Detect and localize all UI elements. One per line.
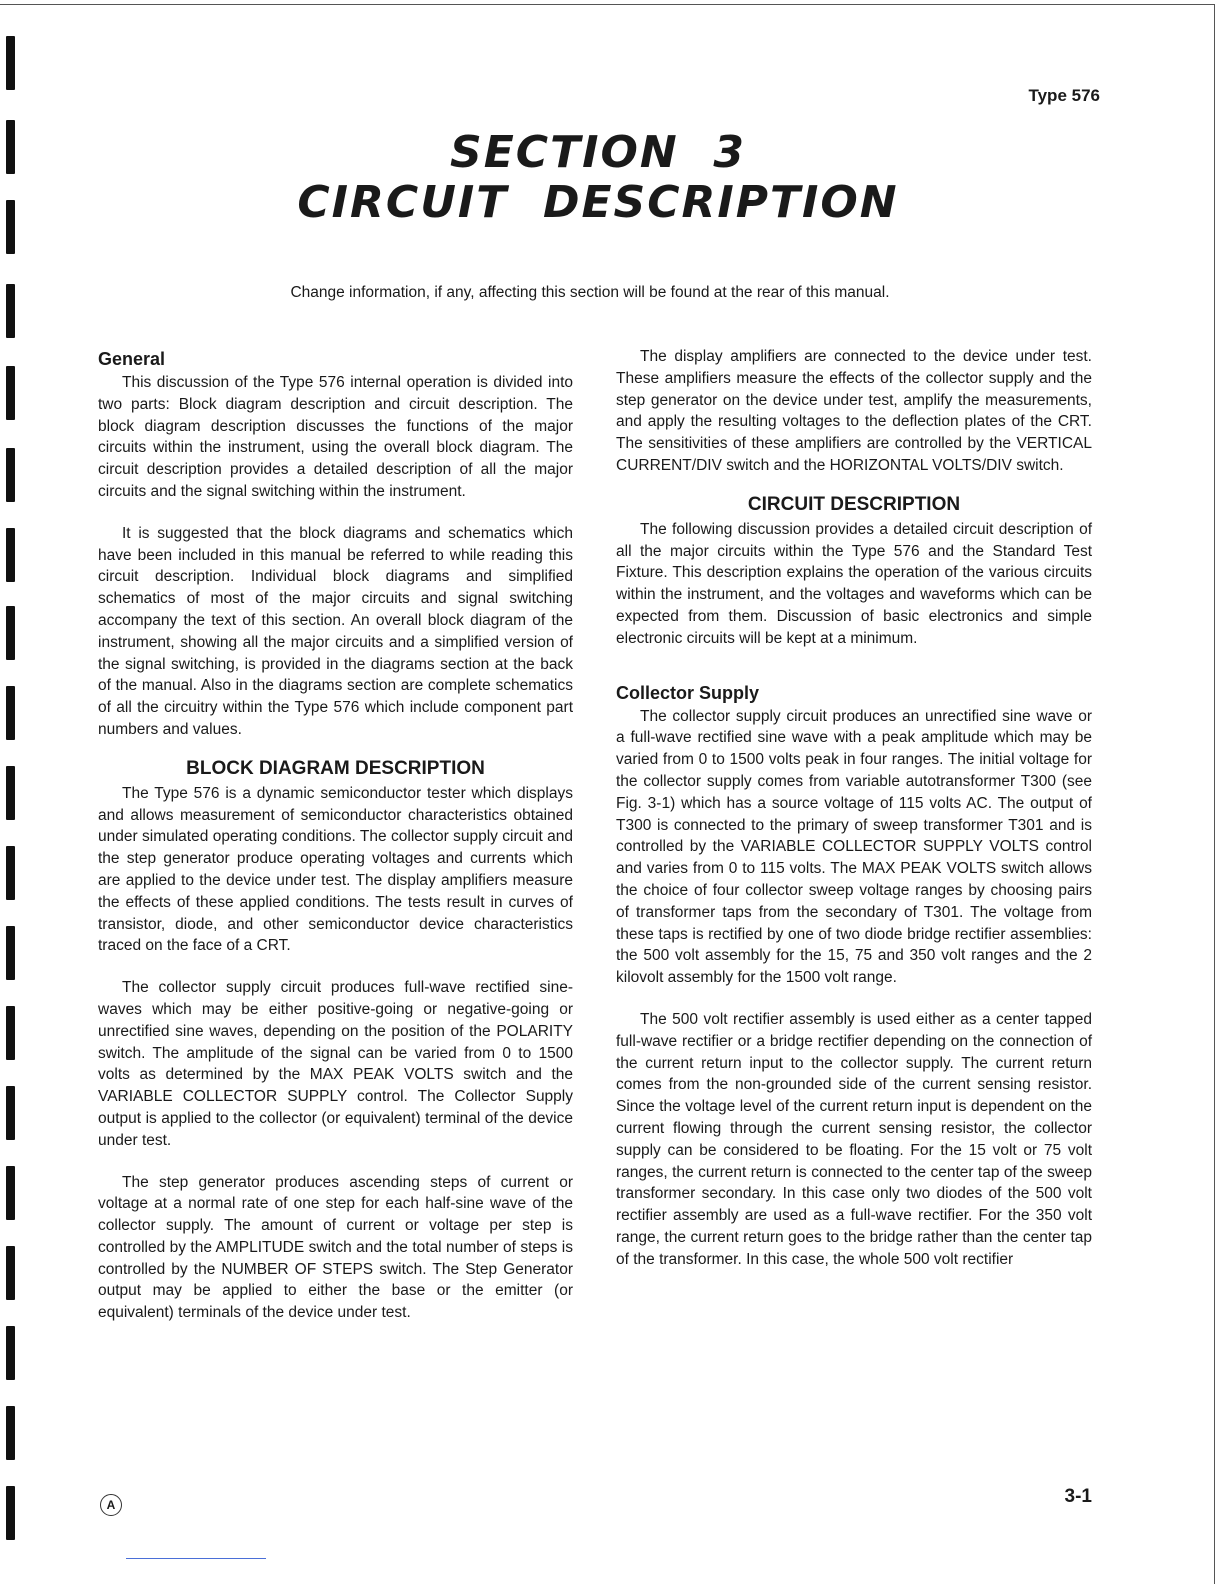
model-label: Type 576 [1028,86,1100,105]
binding-mark [6,1166,15,1220]
general-heading: General [98,349,166,369]
circuit-description-heading: CIRCUIT DESCRIPTION [747,493,961,515]
page-number: 3-1 [1064,1486,1092,1507]
binding-mark [6,448,15,502]
binding-mark [6,1086,15,1140]
binding-mark [6,528,15,582]
bottom-line [126,1558,266,1559]
block-paragraph-3: The step generator produces ascending steps of current or voltage at a normal rate of one step for each half-sine wave of the collector supply. The amount of current or voltage per step is controlled by the AMPLITUDE switch and the total number of steps is controlled by the NUMBER OF STEPS switch. The Step Generator output may be applied to either the base or the emitter (or equivalent) terminals of the device under test. [98,1173,573,1322]
binding-mark [6,1486,15,1540]
general-paragraph-2: It is suggested that the block diagrams and schematics which have been included in this manual be referred to while reading this circuit description. Individual block diagrams and simplified schematics of most of the major circuits and signal switching accompany the text of this section. An overall block diagram of the instrument, showing all the major circuits and a simplified version of the signal switching, is provided in the diagrams section at the back of the manual. Also in the diagrams section are complete schematics of all the circuitry within the Type 576 which include component part numbers and values. [98,524,573,738]
binding-mark [6,686,15,740]
collector-paragraph-1: The collector supply circuit produces an unrectified sine wave or a full-wave rectified sine wave with a peak amplitude which may be varied from 0 to 1500 volts peak in four ranges. The initial voltage for the collector supply comes from variable autotransformer T300 (see Fig. 3-1) which has a source voltage of 115 volts AC. The output of T300 is connected to the primary of sweep transformer T301 and is controlled by the VARIABLE COLLECTOR SUPPLY VOLTS control and varies from 0 to 115 volts. The MAX PEAK VOLTS switch allows the choice of four collector sweep voltage ranges by choosing pairs of transformer taps from the secondary of T301. The voltage from these taps is rectified by one of two diode bridge rectifier assemblies: the 500 volt assembly for the 15, 75 and 350 volt ranges and the 2 kilovolt assembly for the 1500 volt range. [616,707,1092,987]
binding-mark [6,1246,15,1300]
general-paragraph-1: This discussion of the Type 576 internal operation is divided into two parts: Block diagram description and circuit description. The block diagram description discusses the functions of the major circuits within the instrument, using the overall block diagram. The circuit description provides a detailed description of all the major circuits and the signal switching within the instrument. [98,374,573,500]
top-border-line [0,4,1215,5]
binding-mark [6,1406,15,1460]
binding-mark [6,366,15,420]
block-diagram-heading: BLOCK DIAGRAM DESCRIPTION [186,757,485,779]
block-paragraph-1: The Type 576 is a dynamic semiconductor tester which displays and allows measurement of semiconductor characteristics obtained under simulated operating conditions. The collector supply circuit and the step generator produce operating voltages and currents which are applied to the device under test. The display amplifiers measure the effects of these applied conditions. The tests result in curves of transistor, diode, and other semiconductor device characteristics traced on the face of a CRT. [98,784,573,955]
section-number: SECTION 3 [450,127,746,178]
collector-paragraph-2: The 500 volt rectifier assembly is used either as a center tapped full-wave rectifier or a bridge rectifier depending on the connection of the current return input to the collector supply. The current return comes from the non-grounded side of the current sensing resistor. Since the voltage level of the current return input is dependent on the current flowing through the current sensing resistor, the collector supply can be considered to be floating. For the 15 volt or 75 volt ranges, the current return is connected to the center tap of the sweep transformer secondary. In this case only two diodes of the 500 volt rectifier assembly are used as a full-wave rectifier. For the 350 volt range, the current return goes to the bridge rather than the center tap of the transformer. In this case, the whole 500 volt rectifier [616,1010,1092,1268]
manufacturer-logo: A [100,1494,122,1516]
binding-mark [6,1326,15,1380]
section-name: CIRCUIT DESCRIPTION [297,177,899,228]
section-title [0,128,1196,228]
block-paragraph-2: The collector supply circuit produces full-wave rectified sine-waves which may be either positive-going or negative-going or unrectified sine waves, depending on the position of the POLARITY switch. The amplitude of the signal can be varied from 0 to 1500 volts as determined by the MAX PEAK VOLTS switch and the VARIABLE COLLECTOR SUPPLY control. The Collector Supply output is applied to the collector (or equivalent) terminal of the device under test. [98,979,573,1149]
binding-mark [6,606,15,660]
right-column [616,346,1092,1270]
binding-hole-marks [6,0,20,1584]
binding-mark [6,926,15,980]
binding-mark [6,846,15,900]
binding-mark [6,766,15,820]
circuit-paragraph: The following discussion provides a detailed circuit description of all the major circuits within the Type 576 and the Standard Test Fixture. This description explains the operation of the various circuits within the instrument, and the voltages and waveforms which can be expected from them. Discussion of basic electronics and simple electronic circuits will be kept at a minimum. [616,520,1092,647]
binding-mark [6,1006,15,1060]
change-information-note: Change information, if any, affecting this section will be found at the rear of this manual. [290,284,890,301]
left-column [98,346,573,1324]
right-border-line [1214,4,1215,1584]
display-amplifiers-paragraph: The display amplifiers are connected to the device under test. These amplifiers measure the effects of the collector supply and the step generator on the device under test, amplify the measurements, and apply the resulting voltages to the deflection plates of the CRT. The sensitivities of these amplifiers are controlled by the VERTICAL CURRENT/DIV switch and the HORIZONTAL VOLTS/DIV switch. [616,348,1092,474]
binding-mark [6,36,15,90]
collector-supply-heading: Collector Supply [616,682,760,703]
